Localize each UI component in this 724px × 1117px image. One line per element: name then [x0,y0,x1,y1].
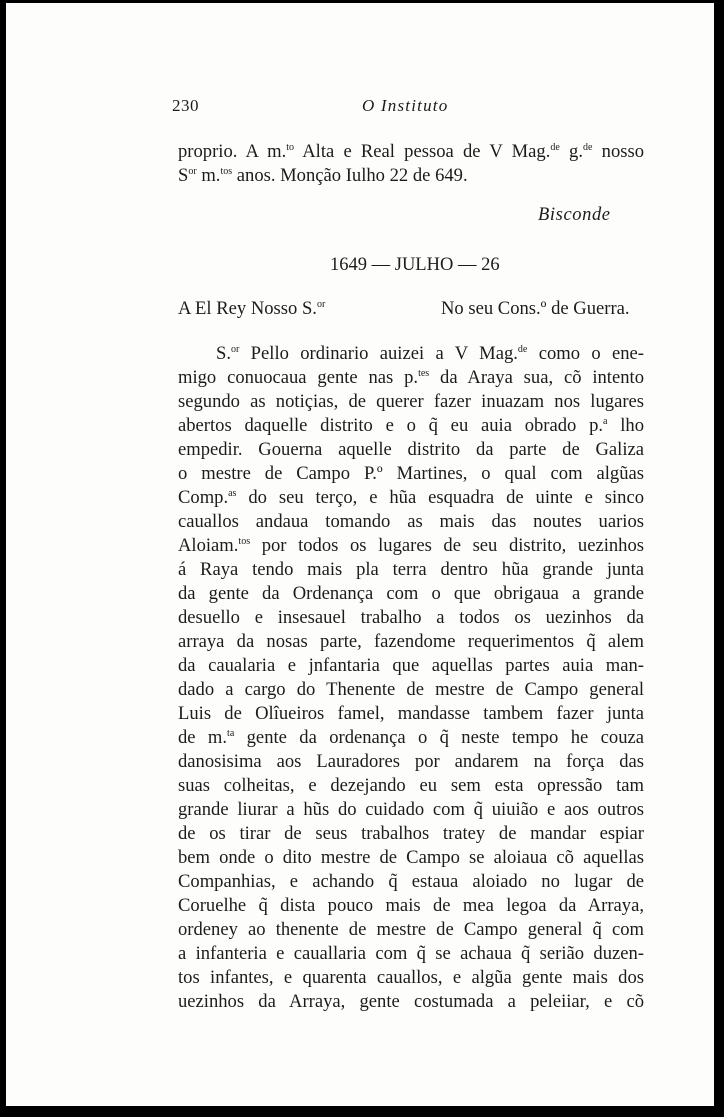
text-line: suas colheitas, e dezejando eu sem esta opressão tam [178,775,644,796]
text-line: á Raya tendo mais pla terra dentro hũa grande junta [178,559,644,580]
running-title: O Instituto [362,96,449,115]
text-line: danosisima aos Lauradores por andarem na força das [178,751,644,772]
text-line: da caualaria e jnfantaria que aquellas partes auia man- [178,655,644,676]
date-heading: 1649 — JULHO — 26 [330,255,500,275]
text-line: segundo as notiçias, de querer fazer inuazam nos lugares [178,391,644,412]
text-line: cauallos andaua tomando as mais das noutes uarios [178,511,644,532]
text-line: tos infantes, e quarenta cauallos, e algũa gente mais dos [178,967,644,988]
address-recipient: A El Rey Nosso S.$^{or}$ [178,298,326,319]
text-line: Coruelhe q̃ dista pouco mais de mea legoa da Arraya, [178,895,644,916]
page-header [172,96,644,120]
text-line: Luis de Olîueiros famel, mandasse tambem fazer junta [178,703,644,724]
text-line: bem onde o dito mestre de Campo se aloiaua cõ aquellas [178,847,644,868]
text-line: ordeney ao thenente de mestre de Campo general q̃ com [178,919,644,940]
text-line: grande liurar a hũs do cuidado com q̃ uiuião e aos outros [178,799,644,820]
signature: Bisconde [538,205,611,225]
text-line: S.$^{or}$ Pello ordinario auizei a V Mag.$^{de}$ como o ene- [216,343,644,364]
text-line: Companhias, e achando q̃ estaua aloiado no lugar de [178,871,644,892]
address-council: No seu Cons.º de Guerra. [441,298,630,319]
text-line: Comp.$^{as}$ do seu terço, e hũa esquadra de uinte e sinco [178,487,644,508]
text-line: empedir. Gouerna aquelle distrito da parte de Galiza [178,439,644,460]
text-line: desuello e insesauel trabalho a todos os uezinhos da [178,607,644,628]
text-line: de os tirar de seus trabalhos tratey de mandar espiar [178,823,644,844]
text-line: a infanteria e cauallaria com q̃ se achaua q̃ serião duzen- [178,943,644,964]
text-line: abertos daquelle distrito e o q̃ eu auia obrado p.$^a$ lho [178,415,644,436]
text-line: Aloiam.$^{tos}$ por todos os lugares de seu distrito, uezinhos [178,535,644,556]
text-line: proprio. A m.$^{to}$ Alta e Real pessoa de V Mag.$^{de}$ g.$^{de}$ nosso [178,141,645,162]
page-number: 230 [172,96,199,115]
text-line: arraya da nosas parte, fazendome requerimentos q̃ alem [178,631,644,652]
text-line: dado a cargo do Thenente de mestre de Campo general [178,679,644,700]
text-line: $S^{or}$ m.$^{tos}$ anos. Monção Iulho 22 de 649. [178,165,468,186]
text-line: uezinhos da Arraya, gente costumada a peleiiar, e cõ [178,991,644,1012]
text-line: da gente da Ordenança com o que obrigaua a grande [178,583,644,604]
text-line: de m.$^{ta}$ gente da ordenança o q̃ neste tempo he couza [178,727,645,748]
text-line: migo conuocaua gente nas p.$^{tes}$ da Araya sua, cõ intento [178,367,644,388]
text-line: o mestre de Campo P.º Martines, o qual com algũas [178,463,644,484]
